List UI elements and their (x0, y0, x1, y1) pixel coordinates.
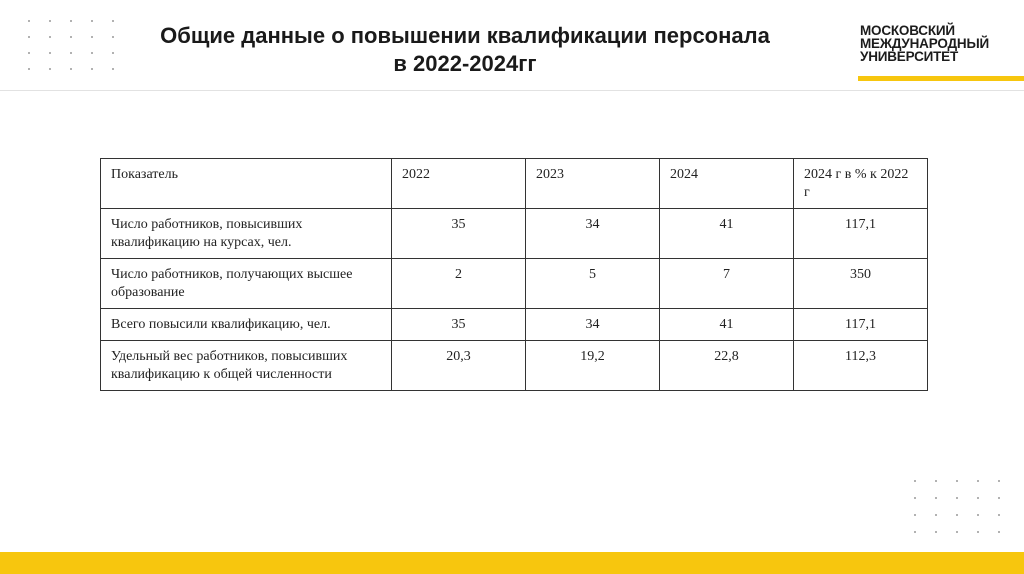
dot (998, 514, 1000, 516)
table-cell: 34 (526, 309, 660, 341)
logo-line2: МЕЖДУНАРОДНЫЙ (860, 36, 989, 51)
table-cell: 5 (526, 259, 660, 309)
dot (49, 52, 51, 54)
university-logo (860, 24, 989, 63)
dot (935, 480, 937, 482)
dot (28, 20, 30, 22)
dot (49, 20, 51, 22)
dot (28, 52, 30, 54)
table-header-cell: Показатель (101, 159, 392, 209)
table-row (101, 341, 928, 391)
dot (956, 531, 958, 533)
table-header-cell: 2022 (392, 159, 526, 209)
dot (91, 52, 93, 54)
dot (28, 68, 30, 70)
table-cell: 19,2 (526, 341, 660, 391)
dot (998, 497, 1000, 499)
dot (49, 36, 51, 38)
slide-title-line2: в 2022-2024гг (393, 51, 537, 76)
table-cell: 117,1 (794, 309, 928, 341)
table-header-cell: 2024 г в % к 2022 г (794, 159, 928, 209)
dot (70, 20, 72, 22)
dot (70, 36, 72, 38)
table-row (101, 309, 928, 341)
table-cell: 35 (392, 309, 526, 341)
dot (935, 497, 937, 499)
table-cell: 350 (794, 259, 928, 309)
slide-title (100, 22, 830, 78)
dot (914, 480, 916, 482)
table-cell: 34 (526, 209, 660, 259)
table-cell: 35 (392, 209, 526, 259)
table-cell-label: Число работников, получающих высшее образование (101, 259, 392, 309)
dot (49, 68, 51, 70)
dot (956, 514, 958, 516)
table-cell: 41 (660, 309, 794, 341)
table-cell: 22,8 (660, 341, 794, 391)
logo-line1: МОСКОВСКИЙ (860, 23, 955, 38)
bottom-accent-bar (0, 552, 1024, 574)
table-header-cell: 2024 (660, 159, 794, 209)
table-cell: 20,3 (392, 341, 526, 391)
table-cell-label: Число работников, повысивших квалификацию на курсах, чел. (101, 209, 392, 259)
table-header-row (101, 159, 928, 209)
table-cell: 7 (660, 259, 794, 309)
logo-line3: УНИВЕРСИТЕТ (860, 49, 959, 64)
slide-title-line1: Общие данные о повышении квалификации персонала (160, 23, 770, 48)
dot (91, 68, 93, 70)
dot (977, 497, 979, 499)
dot (998, 480, 1000, 482)
dot (956, 497, 958, 499)
dot (28, 36, 30, 38)
table-row (101, 259, 928, 309)
dot (914, 514, 916, 516)
dot (70, 68, 72, 70)
header-divider (0, 90, 1024, 91)
dot (956, 480, 958, 482)
dot (91, 36, 93, 38)
table-row (101, 209, 928, 259)
dot (977, 480, 979, 482)
dot (70, 52, 72, 54)
logo-underline (858, 76, 1024, 81)
dot (935, 531, 937, 533)
table-cell: 41 (660, 209, 794, 259)
table-cell-label: Всего повысили квалификацию, чел. (101, 309, 392, 341)
dot (935, 514, 937, 516)
dot (998, 531, 1000, 533)
table-cell: 2 (392, 259, 526, 309)
dot (91, 20, 93, 22)
dot (914, 497, 916, 499)
dot (977, 531, 979, 533)
table-header-cell: 2023 (526, 159, 660, 209)
dot (977, 514, 979, 516)
table-cell-label: Удельный вес работников, повысивших квалификацию к общей численности (101, 341, 392, 391)
table-cell: 112,3 (794, 341, 928, 391)
dot (914, 531, 916, 533)
qualification-table (100, 158, 928, 391)
table-cell: 117,1 (794, 209, 928, 259)
